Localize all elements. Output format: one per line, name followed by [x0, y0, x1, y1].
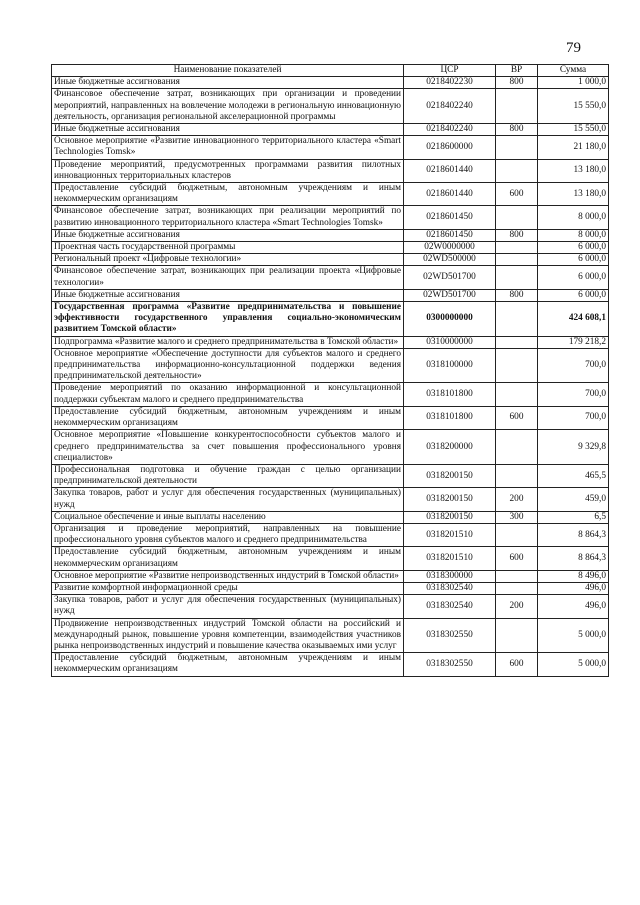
row-name: Закупка товаров, работ и услуг для обеспечения государственных (муниципальных) нужд	[52, 595, 404, 618]
row-vr	[496, 302, 538, 337]
table-row	[52, 266, 609, 289]
row-sum: 6,5	[538, 511, 609, 523]
row-name: Иные бюджетные ассигнования	[52, 77, 404, 89]
row-code: 0318200150	[404, 488, 496, 511]
row-vr: 300	[496, 511, 538, 523]
row-sum: 6 000,0	[538, 242, 609, 254]
row-name: Предоставление субсидий бюджетным, автономным учреждениям и иным некоммерческим организациям	[52, 406, 404, 429]
row-code: 0218600000	[404, 136, 496, 159]
row-vr	[496, 266, 538, 289]
row-name: Развитие комфортной информационной среды	[52, 582, 404, 594]
table-row	[52, 136, 609, 159]
row-vr	[496, 336, 538, 348]
row-name: Финансовое обеспечение затрат, возникающих при организации и проведении мероприятий, направленных на вовлечение молодежи в региональную инновационную деятельность, организация региональной акселерационной программы	[52, 89, 404, 124]
row-sum: 700,0	[538, 383, 609, 406]
table-row	[52, 511, 609, 523]
row-code: 0218601450	[404, 229, 496, 241]
table-row	[52, 183, 609, 206]
row-name: Региональный проект «Цифровые технологии»	[52, 254, 404, 266]
row-name: Основное мероприятие «Развитие инновационного территориального кластера «Smart Technologies Tomsk»	[52, 136, 404, 159]
row-code: 0318101800	[404, 383, 496, 406]
row-name: Организация и проведение мероприятий, направленных на повышение профессионального уровня субъектов малого и среднего предпринимательства	[52, 523, 404, 546]
row-code: 0218601440	[404, 159, 496, 182]
row-code: 0318100000	[404, 348, 496, 383]
row-name: Иные бюджетные ассигнования	[52, 229, 404, 241]
row-code: 0318201510	[404, 523, 496, 546]
row-vr	[496, 523, 538, 546]
row-vr	[496, 159, 538, 182]
table-row	[52, 302, 609, 337]
row-code: 0218402240	[404, 124, 496, 136]
page-number: 79	[566, 40, 581, 56]
row-name: Государственная программа «Развитие предпринимательства и повышение эффективности государственного управления социально-экономическим развитием Томской области»	[52, 302, 404, 337]
row-sum: 459,0	[538, 488, 609, 511]
row-vr	[496, 89, 538, 124]
table-row	[52, 348, 609, 383]
row-sum: 9 329,8	[538, 430, 609, 465]
row-sum: 496,0	[538, 595, 609, 618]
row-name: Основное мероприятие «Развитие непроизводственных индустрий в Томской области»	[52, 570, 404, 582]
row-code: 0318302540	[404, 595, 496, 618]
row-code: 0218402240	[404, 89, 496, 124]
table-row	[52, 488, 609, 511]
row-vr: 800	[496, 289, 538, 301]
table-row	[52, 570, 609, 582]
row-vr: 600	[496, 547, 538, 570]
row-name: Закупка товаров, работ и услуг для обеспечения государственных (муниципальных) нужд	[52, 488, 404, 511]
row-name: Предоставление субсидий бюджетным, автономным учреждениям и иным некоммерческим организациям	[52, 183, 404, 206]
row-code: 02WD500000	[404, 254, 496, 266]
row-code: 0318200150	[404, 511, 496, 523]
table-row	[52, 159, 609, 182]
row-vr	[496, 383, 538, 406]
row-name: Предоставление субсидий бюджетным, автономным учреждениям и иным некоммерческим организациям	[52, 547, 404, 570]
row-vr	[496, 136, 538, 159]
table-row	[52, 595, 609, 618]
row-sum: 496,0	[538, 582, 609, 594]
row-sum: 1 000,0	[538, 77, 609, 89]
row-vr: 600	[496, 183, 538, 206]
header-sum: Сумма	[538, 65, 609, 77]
row-vr: 200	[496, 488, 538, 511]
row-code: 0310000000	[404, 336, 496, 348]
row-vr: 200	[496, 595, 538, 618]
row-sum: 179 218,2	[538, 336, 609, 348]
table-row	[52, 77, 609, 89]
row-name: Проведение мероприятий по оказанию информационной и консультационной поддержки субъектам малого и среднего предпринимательства	[52, 383, 404, 406]
table-row	[52, 229, 609, 241]
row-sum: 700,0	[538, 348, 609, 383]
header-code: ЦСР	[404, 65, 496, 77]
row-vr	[496, 254, 538, 266]
row-code: 0318302550	[404, 653, 496, 676]
row-name: Профессиональная подготовка и обучение граждан с целью организации предпринимательской деятельности	[52, 464, 404, 487]
table-row	[52, 618, 609, 653]
table-row	[52, 206, 609, 229]
row-vr: 600	[496, 653, 538, 676]
row-name: Проектная часть государственной программы	[52, 242, 404, 254]
row-code: 0218601450	[404, 206, 496, 229]
row-sum: 13 180,0	[538, 183, 609, 206]
row-code: 0318300000	[404, 570, 496, 582]
table-row	[52, 254, 609, 266]
row-sum: 8 000,0	[538, 229, 609, 241]
row-code: 0318200150	[404, 464, 496, 487]
row-code: 0218402230	[404, 77, 496, 89]
table-row	[52, 242, 609, 254]
row-sum: 21 180,0	[538, 136, 609, 159]
row-vr: 800	[496, 229, 538, 241]
table-row	[52, 547, 609, 570]
row-name: Финансовое обеспечение затрат, возникающих при реализации мероприятий по развитию инновационного территориального кластера «Smart Technologies Tomsk»	[52, 206, 404, 229]
row-code: 02WD501700	[404, 289, 496, 301]
row-code: 0300000000	[404, 302, 496, 337]
table-row	[52, 89, 609, 124]
row-sum: 465,5	[538, 464, 609, 487]
row-sum: 424 608,1	[538, 302, 609, 337]
table-row	[52, 124, 609, 136]
table-row	[52, 383, 609, 406]
row-code: 0318200000	[404, 430, 496, 465]
table-header-row	[52, 65, 609, 77]
table-row	[52, 464, 609, 487]
table-row	[52, 406, 609, 429]
row-name: Социальное обеспечение и иные выплаты населению	[52, 511, 404, 523]
table-row	[52, 336, 609, 348]
row-sum: 5 000,0	[538, 618, 609, 653]
row-sum: 700,0	[538, 406, 609, 429]
row-sum: 6 000,0	[538, 289, 609, 301]
row-name: Иные бюджетные ассигнования	[52, 124, 404, 136]
row-vr	[496, 582, 538, 594]
row-name: Проведение мероприятий, предусмотренных программами развития пилотных инновационных территориальных кластеров	[52, 159, 404, 182]
row-vr	[496, 206, 538, 229]
row-name: Продвижение непроизводственных индустрий Томской области на российский и международный рынок, повышение уровня компетенции, взаимодействия участников рынка непроизводственных индустрий и повышение качества оказываемых ими услуг	[52, 618, 404, 653]
row-sum: 8 864,3	[538, 523, 609, 546]
row-code: 0318302550	[404, 618, 496, 653]
table-row	[52, 653, 609, 676]
table-row	[52, 523, 609, 546]
budget-table	[51, 64, 609, 677]
row-name: Предоставление субсидий бюджетным, автономным учреждениям и иным некоммерческим организациям	[52, 653, 404, 676]
row-vr	[496, 242, 538, 254]
row-vr	[496, 430, 538, 465]
row-vr	[496, 464, 538, 487]
row-sum: 8 496,0	[538, 570, 609, 582]
table-row	[52, 582, 609, 594]
table-row	[52, 430, 609, 465]
row-sum: 15 550,0	[538, 89, 609, 124]
row-sum: 6 000,0	[538, 254, 609, 266]
row-code: 02WD501700	[404, 266, 496, 289]
row-vr: 800	[496, 124, 538, 136]
row-code: 0218601440	[404, 183, 496, 206]
row-vr	[496, 618, 538, 653]
row-sum: 8 000,0	[538, 206, 609, 229]
row-code: 02W0000000	[404, 242, 496, 254]
row-vr: 800	[496, 77, 538, 89]
header-name: Наименование показателей	[52, 65, 404, 77]
row-vr	[496, 348, 538, 383]
row-sum: 13 180,0	[538, 159, 609, 182]
row-name: Подпрограмма «Развитие малого и среднего предпринимательства в Томской области»	[52, 336, 404, 348]
row-vr: 600	[496, 406, 538, 429]
row-code: 0318201510	[404, 547, 496, 570]
row-code: 0318302540	[404, 582, 496, 594]
row-sum: 5 000,0	[538, 653, 609, 676]
row-name: Иные бюджетные ассигнования	[52, 289, 404, 301]
row-sum: 8 864,3	[538, 547, 609, 570]
row-name: Финансовое обеспечение затрат, возникающих при реализации проекта «Цифровые технологии»	[52, 266, 404, 289]
row-name: Основное мероприятие «Повышение конкурентоспособности субъектов малого и среднего предпринимательства за счет повышения профессионального уровня специалистов»	[52, 430, 404, 465]
row-code: 0318101800	[404, 406, 496, 429]
row-vr	[496, 570, 538, 582]
header-vr: ВР	[496, 65, 538, 77]
row-sum: 15 550,0	[538, 124, 609, 136]
table-row	[52, 289, 609, 301]
row-name: Основное мероприятие «Обеспечение доступности для субъектов малого и среднего предпринимательства информационно-консультационной поддержки ведения предпринимательской деятельности»	[52, 348, 404, 383]
row-sum: 6 000,0	[538, 266, 609, 289]
